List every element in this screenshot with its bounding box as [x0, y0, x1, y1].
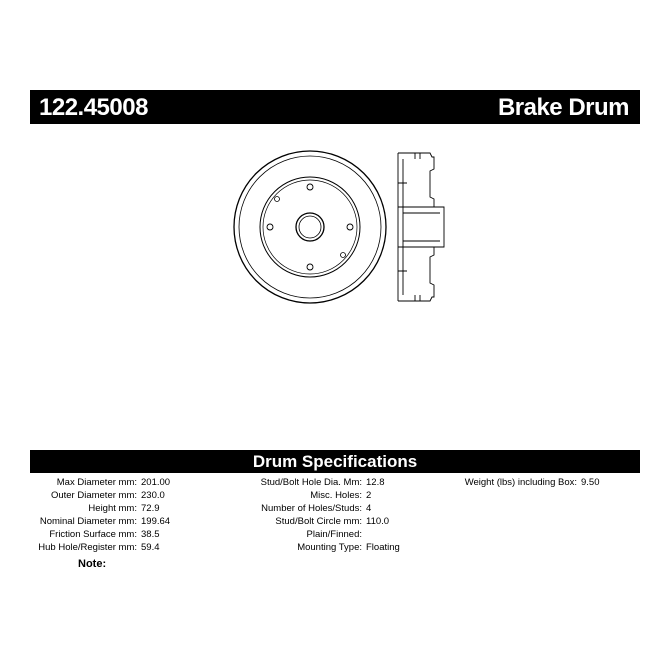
drum-side-view	[398, 153, 444, 301]
spec-value: 199.64	[141, 516, 171, 527]
spec-value: 38.5	[141, 529, 160, 540]
misc-hole	[341, 253, 346, 258]
stud-hole	[307, 264, 313, 270]
spec-value: 4	[366, 503, 372, 514]
drum-front-view	[234, 151, 386, 303]
spec-value: 59.4	[141, 542, 160, 553]
spec-value: 110.0	[366, 516, 390, 527]
spec-value: 230.0	[141, 490, 165, 501]
specifications-header	[30, 450, 640, 473]
brake-drum-drawing	[225, 145, 465, 305]
spec-label: Hub Hole/Register mm:	[38, 542, 137, 553]
misc-hole	[275, 197, 280, 202]
stud-hole	[267, 224, 273, 230]
spec-label: Stud/Bolt Circle mm:	[275, 516, 362, 527]
spec-label: Height mm:	[88, 503, 137, 514]
specifications-title: Drum Specifications	[252, 452, 418, 471]
spec-label: Friction Surface mm:	[49, 529, 137, 540]
product-type: Brake Drum	[497, 94, 629, 121]
spec-label: Outer Diameter mm:	[50, 490, 137, 501]
spec-value: 72.9	[141, 503, 160, 514]
stud-hole	[307, 184, 313, 190]
spec-value: 201.00	[141, 477, 171, 488]
spec-label: Stud/Bolt Hole Dia. Mm:	[260, 477, 362, 488]
spec-value: 2	[366, 490, 372, 501]
spec-value: 9.50	[581, 477, 600, 488]
spec-value: 12.8	[366, 477, 385, 488]
spec-label: Number of Holes/Studs:	[261, 503, 362, 514]
spec-value: Floating	[366, 542, 400, 553]
spec-label: Max Diameter mm:	[56, 477, 137, 488]
spec-label: Nominal Diameter mm:	[39, 516, 137, 527]
title-bar	[30, 90, 640, 124]
stud-hole	[347, 224, 353, 230]
spec-label: Weight (lbs) including Box:	[464, 477, 577, 488]
part-number: 122.45008	[39, 94, 148, 121]
spec-label: Mounting Type:	[297, 542, 362, 553]
spec-label: Misc. Holes:	[310, 490, 362, 501]
spec-label: Plain/Finned:	[306, 529, 362, 540]
note-label: Note:	[78, 558, 107, 570]
